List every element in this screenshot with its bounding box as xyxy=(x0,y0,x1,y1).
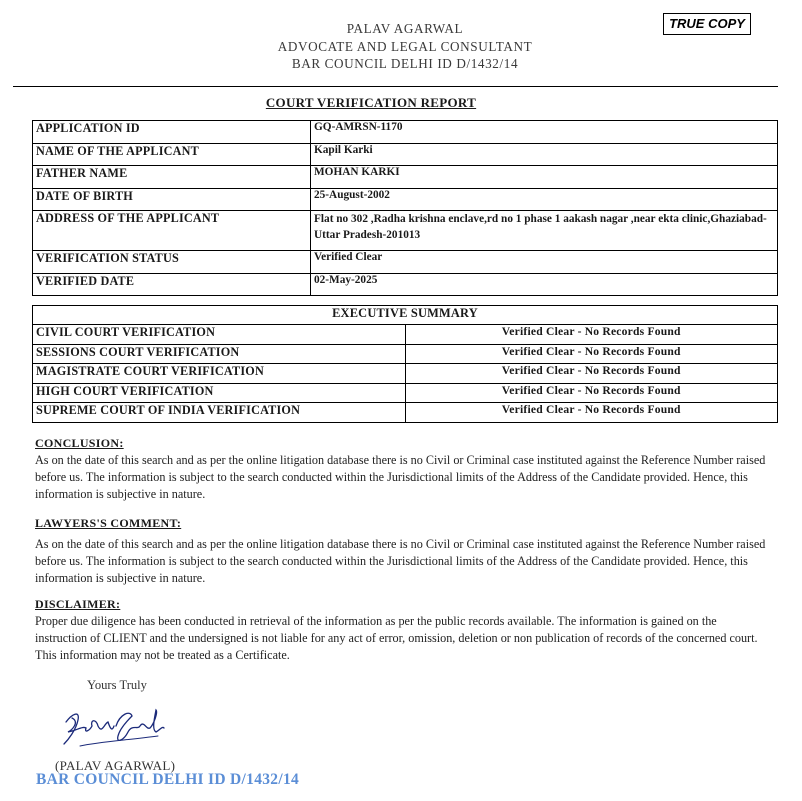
value-date-of-birth: 25-August-2002 xyxy=(311,188,778,211)
value-verified-date: 02-May-2025 xyxy=(311,273,778,296)
value-high-court: Verified Clear - No Records Found xyxy=(405,383,778,403)
label-applicant-name: NAME OF THE APPLICANT xyxy=(33,143,311,166)
table-row xyxy=(33,251,778,274)
disclaimer-text: Proper due diligence has been conducted in retrieval of the information as per the public records available. The information is gained on the instruction of CLIENT and the undersigned is not liable for any act of error, omission, deletion or non publication of records of the concerned court. This information may not be treated as a Certificate. xyxy=(35,614,758,662)
header-divider xyxy=(13,86,778,87)
table-row xyxy=(33,143,778,166)
value-magistrate-court: Verified Clear - No Records Found xyxy=(405,364,778,384)
label-supreme-court: SUPREME COURT OF INDIA VERIFICATION xyxy=(33,403,406,423)
table-row xyxy=(33,325,778,345)
disclaimer-section xyxy=(35,597,770,664)
label-date-of-birth: DATE OF BIRTH xyxy=(33,188,311,211)
label-application-id: APPLICATION ID xyxy=(33,121,311,144)
disclaimer-title: DISCLAIMER: xyxy=(35,597,121,611)
label-father-name: FATHER NAME xyxy=(33,166,311,189)
conclusion-section xyxy=(35,436,770,503)
label-sessions-court: SESSIONS COURT VERIFICATION xyxy=(33,344,406,364)
signatory-name: (PALAV AGARWAL) xyxy=(55,758,176,773)
table-row xyxy=(33,166,778,189)
applicant-info-table xyxy=(32,120,778,296)
conclusion-title: CONCLUSION: xyxy=(35,436,124,450)
report-title xyxy=(0,95,742,111)
value-father-name: MOHAN KARKI xyxy=(311,166,778,189)
table-row xyxy=(33,188,778,211)
value-sessions-court: Verified Clear - No Records Found xyxy=(405,344,778,364)
label-verified-date: VERIFIED DATE xyxy=(33,273,311,296)
value-supreme-court: Verified Clear - No Records Found xyxy=(405,403,778,423)
signature-image xyxy=(58,700,168,756)
label-verification-status: VERIFICATION STATUS xyxy=(33,251,311,274)
value-civil-court: Verified Clear - No Records Found xyxy=(405,325,778,345)
value-verification-status: Verified Clear xyxy=(311,251,778,274)
table-row xyxy=(33,211,778,251)
lawyers-comment-section xyxy=(35,516,770,587)
label-civil-court: CIVIL COURT VERIFICATION xyxy=(33,325,406,345)
table-row xyxy=(33,273,778,296)
conclusion-text: As on the date of this search and as per the online litigation database there is no Civil or Criminal case instituted against the Reference Number raised before us. The information is subject to the search conducted within the Jurisdictional limits of the Address of the Candidate provided. Hence, this information is subjective in nature. xyxy=(35,453,766,501)
table-row xyxy=(33,383,778,403)
closing-salutation: Yours Truly xyxy=(87,678,147,692)
bar-council-id: BAR COUNCIL DELHI ID D/1432/14 xyxy=(291,56,519,71)
label-address: ADDRESS OF THE APPLICANT xyxy=(33,211,311,251)
report-title-text: COURT VERIFICATION REPORT xyxy=(265,95,477,110)
lawyers-comment-title: LAWYERS'S COMMENT: xyxy=(35,516,182,530)
table-row xyxy=(33,364,778,384)
true-copy-stamp: TRUE COPY xyxy=(663,13,751,35)
value-address: Flat no 302 ,Radha krishna enclave,rd no 1 phase 1 aakash nagar ,near ekta clinic,Ghaziabad-Uttar Pradesh-201013 xyxy=(311,211,778,251)
table-row xyxy=(33,344,778,364)
label-high-court: HIGH COURT VERIFICATION xyxy=(33,383,406,403)
executive-summary-title: EXECUTIVE SUMMARY xyxy=(33,306,778,325)
footer-bar-council-id: BAR COUNCIL DELHI ID D/1432/14 xyxy=(36,771,300,788)
table-row xyxy=(33,403,778,423)
advocate-role: ADVOCATE AND LEGAL CONSULTANT xyxy=(277,38,533,54)
label-magistrate-court: MAGISTRATE COURT VERIFICATION xyxy=(33,364,406,384)
table-row xyxy=(33,121,778,144)
value-application-id: GQ-AMRSN-1170 xyxy=(311,121,778,144)
table-row xyxy=(33,306,778,325)
lawyers-comment-text: As on the date of this search and as per the online litigation database there is no Civil or Criminal case instituted against the Reference Number raised before us. The information is subject to the search conducted within the Jurisdictional limits of the Address of the Candidate provided. Hence, this information is subjective in nature. xyxy=(35,537,766,585)
advocate-name: PALAV AGARWAL xyxy=(346,21,464,36)
value-applicant-name: Kapil Karki xyxy=(311,143,778,166)
executive-summary-table xyxy=(32,305,778,423)
